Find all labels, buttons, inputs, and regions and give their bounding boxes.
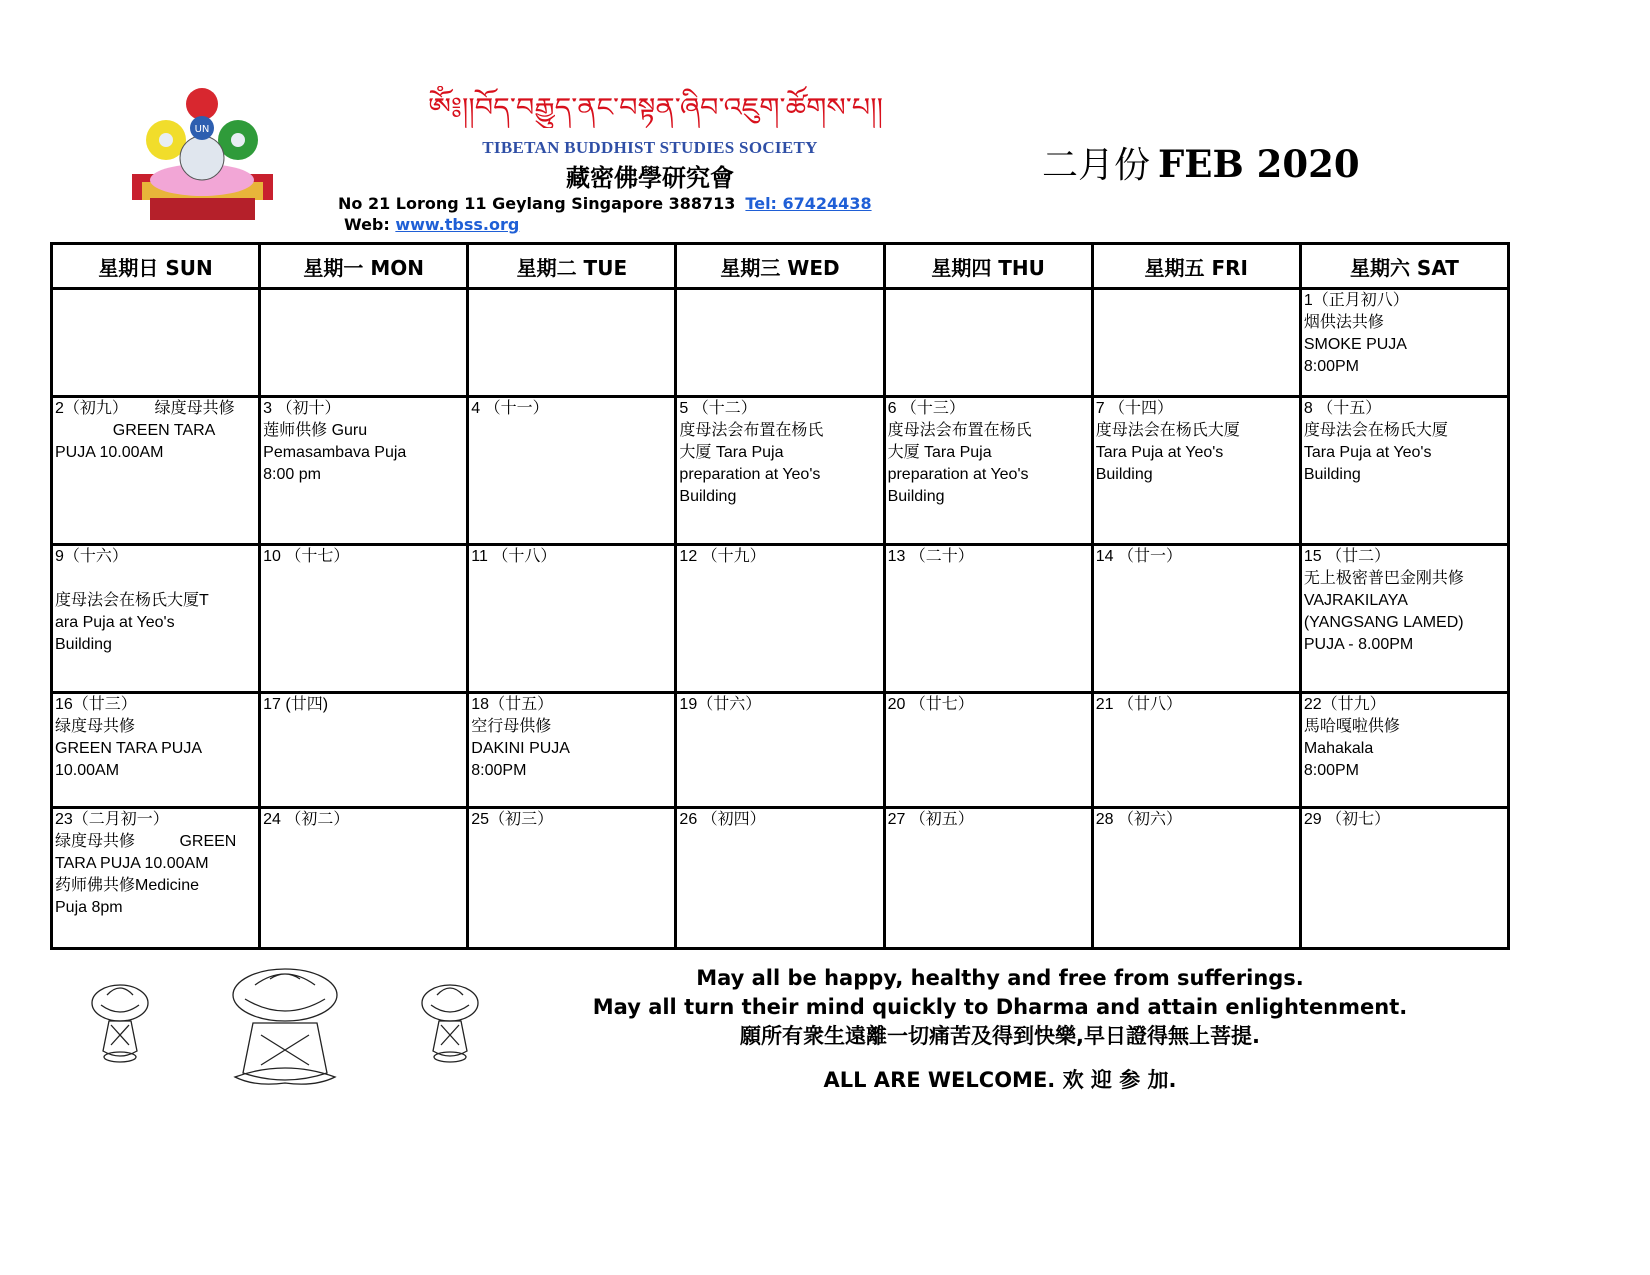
day-event-text: Building xyxy=(679,488,737,505)
day-cell-thu xyxy=(884,397,1092,545)
org-name-english: TIBETAN BUDDHIST STUDIES SOCIETY xyxy=(482,138,818,157)
month-title xyxy=(1042,137,1360,188)
day-cell-sun xyxy=(52,808,260,949)
day-event-text: 度母法会布置在杨氏 xyxy=(679,422,824,439)
month-title-chinese: 二月份 xyxy=(1042,145,1151,186)
day-date-label: 13 （二十） xyxy=(887,548,974,565)
day-event-text: Building xyxy=(1095,466,1153,483)
day-event-text: 莲师供修 Guru xyxy=(263,422,368,439)
day-date-label: 18（廿五） xyxy=(471,696,554,713)
day-event-text: Building xyxy=(887,488,945,505)
weekday-header-mon: 星期一 MON xyxy=(260,244,468,289)
day-event-text xyxy=(55,568,256,590)
day-event-text: 8:00PM xyxy=(1303,358,1359,375)
day-cell-fri xyxy=(1092,289,1300,397)
weekday-header-row xyxy=(52,244,1509,289)
weekday-header-sun: 星期日 SUN xyxy=(52,244,260,289)
day-cell-fri xyxy=(1092,397,1300,545)
day-date-label: 3 （初十） xyxy=(263,400,341,417)
day-cell-mon xyxy=(260,397,468,545)
day-cell-tue xyxy=(468,289,676,397)
day-cell-wed xyxy=(676,808,884,949)
day-event-text: ara Puja at Yeo's xyxy=(55,614,175,631)
calendar-week-row xyxy=(52,808,1509,949)
blessing-line-3: 願所有衆生遠離一切痛苦及得到快樂,早日證得無上菩提. xyxy=(740,1024,1260,1048)
day-date-label: 11 （十八） xyxy=(471,548,557,565)
day-date-label: 7 （十四） xyxy=(1095,400,1174,417)
day-event-text: 8:00PM xyxy=(471,762,527,779)
calendar-week-row xyxy=(52,693,1509,808)
day-date-label: 4 （十一） xyxy=(471,400,549,417)
day-cell-tue xyxy=(468,693,676,808)
day-cell-tue xyxy=(468,397,676,545)
day-cell-mon xyxy=(260,545,468,693)
weekday-header-tue: 星期二 TUE xyxy=(468,244,676,289)
day-date-label: 26 （初四） xyxy=(679,811,766,828)
day-event-text: 绿度母共修 GREEN xyxy=(55,833,237,850)
day-event-text: GREEN TARA PUJA xyxy=(55,740,202,757)
day-date-label: 6 （十三） xyxy=(887,400,965,417)
web-link[interactable]: www.tbss.org xyxy=(395,215,520,234)
day-event-text: DAKINI PUJA xyxy=(471,740,570,757)
day-cell-wed xyxy=(676,289,884,397)
day-cell-sat xyxy=(1300,289,1508,397)
day-event-text: 度母法会在杨氏大厦 xyxy=(1095,422,1240,439)
day-event-text: GREEN TARA xyxy=(55,422,216,439)
day-date-label: 20 （廿七） xyxy=(887,696,974,713)
day-event-text: Building xyxy=(1303,466,1361,483)
day-cell-wed xyxy=(676,545,884,693)
day-date-label: 19（廿六） xyxy=(679,696,762,713)
day-event-text: 10.00AM xyxy=(55,762,120,779)
day-date-label: 5 （十二） xyxy=(679,400,757,417)
day-event-text: 大厦 Tara Puja xyxy=(679,444,784,461)
day-cell-sat xyxy=(1300,693,1508,808)
svg-text:ༀ༔།།བོད་བརྒྱུད་ནང་བསྟན་ཞིབ་འཇུ: ༀ༔།།བོད་བརྒྱུད་ནང་བསྟན་ཞིབ་འཇུག་ཚོགས་པ།། xyxy=(428,93,840,123)
day-date-label: 12 （十九） xyxy=(679,548,766,565)
day-event-text: preparation at Yeo's xyxy=(887,466,1029,483)
day-cell-fri xyxy=(1092,693,1300,808)
day-date-label: 10 （十七） xyxy=(263,548,350,565)
tel-link[interactable]: Tel: 67424438 xyxy=(745,194,872,213)
day-date-label: 21 （廿八） xyxy=(1095,696,1182,713)
day-date-label: 27 （初五） xyxy=(887,811,974,828)
day-cell-sun xyxy=(52,289,260,397)
web-label: Web: xyxy=(344,215,390,234)
day-event-text: PUJA 10.00AM xyxy=(55,444,164,461)
day-date-label: 24 （初二） xyxy=(263,811,350,828)
month-title-english: FEB 2020 xyxy=(1158,142,1360,186)
day-cell-tue xyxy=(468,545,676,693)
day-event-text: Pemasambava Puja xyxy=(263,444,407,461)
day-cell-thu xyxy=(884,545,1092,693)
day-event-text: (YANGSANG LAMED) xyxy=(1303,614,1464,631)
day-cell-sat xyxy=(1300,808,1508,949)
address: No 21 Lorong 11 Geylang Singapore 388713 xyxy=(338,194,736,213)
weekday-header-sat: 星期六 SAT xyxy=(1300,244,1508,289)
day-event-text: preparation at Yeo's xyxy=(679,466,821,483)
day-date-label: 14 （廿一） xyxy=(1095,548,1182,565)
footer-blessing xyxy=(560,964,1440,1095)
day-date-label: 17 (廿四) xyxy=(263,696,329,713)
calendar-week-row xyxy=(52,545,1509,693)
day-date-label: 28 （初六） xyxy=(1095,811,1182,828)
day-cell-thu xyxy=(884,808,1092,949)
day-cell-mon xyxy=(260,289,468,397)
day-event-text: 药师佛共修Medicine xyxy=(55,877,200,894)
day-event-text: PUJA - 8.00PM xyxy=(1303,636,1414,653)
day-cell-mon xyxy=(260,808,468,949)
society-logo xyxy=(130,82,275,227)
offering-vases-illustration xyxy=(85,965,485,1095)
day-event-text: 烟供法共修 xyxy=(1303,314,1384,331)
day-event-text: 8:00 pm xyxy=(263,466,321,483)
day-cell-thu xyxy=(884,693,1092,808)
day-event-text: Mahakala xyxy=(1303,740,1374,757)
day-date-label: 8 （十五） xyxy=(1303,400,1382,417)
day-event-text: SMOKE PUJA xyxy=(1303,336,1407,353)
address-line xyxy=(338,194,872,213)
day-cell-thu xyxy=(884,289,1092,397)
day-cell-sat xyxy=(1300,545,1508,693)
org-name-chinese: 藏密佛學研究會 xyxy=(566,164,734,192)
day-event-text: 度母法会在杨氏大厦 xyxy=(1303,422,1448,439)
day-event-text: 空行母供修 xyxy=(471,718,552,735)
weekday-header-thu: 星期四 THU xyxy=(884,244,1092,289)
svg-text:UN: UN xyxy=(194,124,210,135)
day-date-label: 16（廿三） xyxy=(55,696,137,713)
day-event-text: 无上极密普巴金刚共修 xyxy=(1303,570,1464,587)
day-date-label: 23（二月初一） xyxy=(55,811,169,828)
day-cell-wed xyxy=(676,693,884,808)
day-cell-fri xyxy=(1092,545,1300,693)
day-date-label: 29 （初七） xyxy=(1303,811,1391,828)
calendar-week-row xyxy=(52,289,1509,397)
blessing-line-1: May all be happy, healthy and free from sufferings. xyxy=(696,966,1304,990)
day-event-text: 度母法会在杨氏大厦T xyxy=(55,592,209,609)
day-cell-tue xyxy=(468,808,676,949)
welcome-line: ALL ARE WELCOME. 欢 迎 参 加. xyxy=(823,1068,1177,1092)
day-cell-sat xyxy=(1300,397,1508,545)
day-cell-mon xyxy=(260,693,468,808)
calendar-week-row xyxy=(52,397,1509,545)
day-date-label: 2（初九） 绿度母共修 xyxy=(55,400,235,417)
day-cell-sun xyxy=(52,545,260,693)
day-event-text: Puja 8pm xyxy=(55,899,123,916)
day-date-label: 9（十六） xyxy=(55,548,128,565)
day-date-label: 25（初三） xyxy=(471,811,554,828)
tibetan-title xyxy=(428,86,883,128)
day-date-label: 22（廿九） xyxy=(1303,696,1386,713)
day-event-text: 馬哈嘎啦供修 xyxy=(1303,718,1400,735)
day-event-text: 8:00PM xyxy=(1303,762,1359,779)
day-cell-fri xyxy=(1092,808,1300,949)
day-event-text: TARA PUJA 10.00AM xyxy=(55,855,209,872)
day-event-text: VAJRAKILAYA xyxy=(1303,592,1408,609)
day-date-label: 15 （廿二） xyxy=(1303,548,1391,565)
day-cell-sun xyxy=(52,693,260,808)
web-line xyxy=(344,215,519,234)
blessing-line-2: May all turn their mind quickly to Dharma and attain enlightenment. xyxy=(592,995,1408,1019)
day-event-text: Building xyxy=(55,636,112,653)
weekday-header-fri: 星期五 FRI xyxy=(1092,244,1300,289)
day-event-text: 度母法会布置在杨氏 xyxy=(887,422,1032,439)
day-event-text: Tara Puja at Yeo's xyxy=(1303,444,1432,461)
day-date-label: 1（正月初八） xyxy=(1303,292,1409,309)
day-event-text: 大厦 Tara Puja xyxy=(887,444,992,461)
day-event-text: Tara Puja at Yeo's xyxy=(1095,444,1224,461)
day-event-text: 绿度母共修 xyxy=(55,718,136,735)
day-cell-sun xyxy=(52,397,260,545)
day-cell-wed xyxy=(676,397,884,545)
calendar-table xyxy=(50,242,1510,950)
weekday-header-wed: 星期三 WED xyxy=(676,244,884,289)
